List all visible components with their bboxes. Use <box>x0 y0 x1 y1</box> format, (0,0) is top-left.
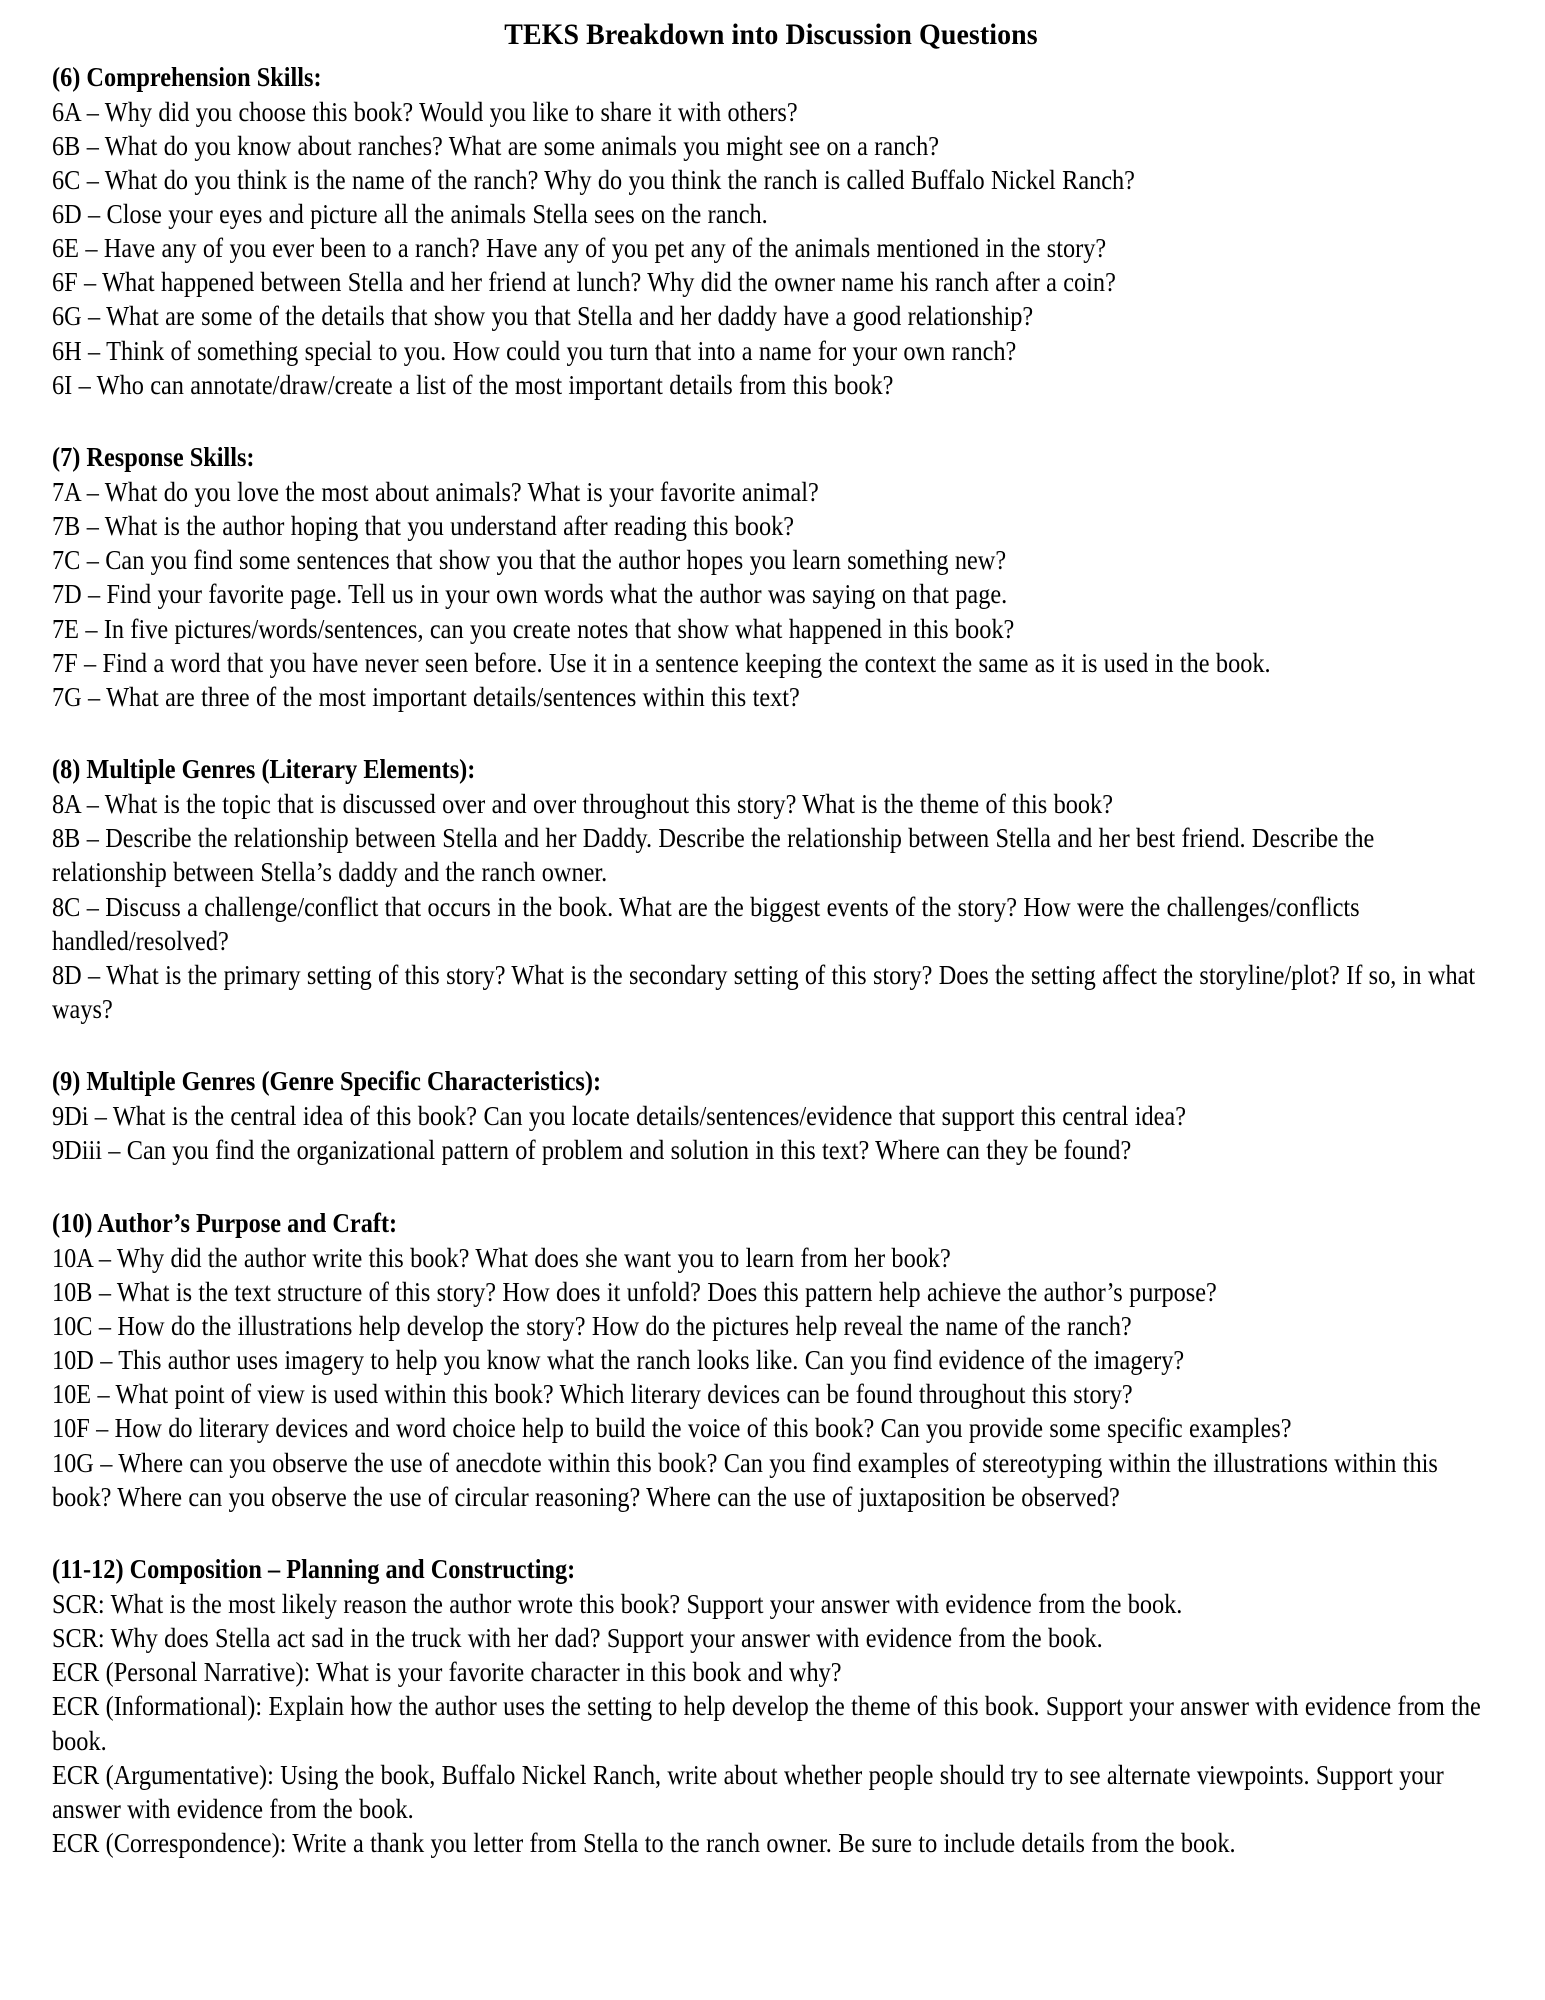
question-line: 6G – What are some of the details that show you that Stella and her daddy have a good relationship? <box>52 301 1034 332</box>
question-line: 9Di – What is the central idea of this book? Can you locate details/sentences/evidence that support this central idea? <box>52 1101 1186 1132</box>
question-line: 7B – What is the author hoping that you understand after reading this book? <box>52 511 795 542</box>
question-line: 10E – What point of view is used within this book? Which literary devices can be found throughout this story? <box>52 1379 1133 1410</box>
question-line: 10G – Where can you observe the use of anecdote within this book? Can you find examples of stereotyping within the illustrations within this book? Where can you observe the use of circular reasoning? Where can the use of juxtaposition be observed? <box>52 1447 1438 1512</box>
question-line: 6B – What do you know about ranches? What are some animals you might see on a ranch? <box>52 130 940 161</box>
question-line: 8B – Describe the relationship between Stella and her Daddy. Describe the relationship between Stella and her best friend. Describe the relationship between Stella’s daddy and the ranch owner. <box>52 823 1375 888</box>
question-line: 6A – Why did you choose this book? Would you like to share it with others? <box>52 96 798 127</box>
question-line: SCR: What is the most likely reason the author wrote this book? Support your answer with evidence from the book. <box>52 1588 1183 1619</box>
page-title: TEKS Breakdown into Discussion Questions <box>504 18 1038 51</box>
section-heading: (11-12) Composition – Planning and Constructing: <box>52 1553 576 1584</box>
question-line: ECR (Correspondence): Write a thank you letter from Stella to the ranch owner. Be sure to include details from the book. <box>52 1827 1236 1858</box>
teks-section <box>52 1206 1490 1514</box>
question-line: 7A – What do you love the most about animals? What is your favorite animal? <box>52 477 819 508</box>
question-line: SCR: Why does Stella act sad in the truck with her dad? Support your answer with evidence from the book. <box>52 1623 1103 1654</box>
question-line: 8A – What is the topic that is discussed over and over throughout this story? What is the theme of this book? <box>52 789 1113 820</box>
sections-container <box>52 60 1490 1861</box>
question-line: 8C – Discuss a challenge/conflict that occurs in the book. What are the biggest events of the story? How were the challenges/conflicts handled/resolved? <box>52 891 1360 956</box>
question-line: 6D – Close your eyes and picture all the animals Stella sees on the ranch. <box>52 199 768 230</box>
section-heading: (8) Multiple Genres (Literary Elements): <box>52 754 476 785</box>
question-line: 7G – What are three of the most important details/sentences within this text? <box>52 681 800 712</box>
question-line: 6H – Think of something special to you. How could you turn that into a name for your own ranch? <box>52 335 1017 366</box>
question-line: 7F – Find a word that you have never seen before. Use it in a sentence keeping the context the same as it is used in the book. <box>52 647 1271 678</box>
question-line: 7E – In five pictures/words/sentences, can you create notes that show what happened in this book? <box>52 613 1015 644</box>
teks-section <box>52 1064 1490 1167</box>
question-line: 6F – What happened between Stella and her friend at lunch? Why did the owner name his ranch after a coin? <box>52 267 1116 298</box>
question-line: 10D – This author uses imagery to help you know what the ranch looks like. Can you find evidence of the imagery? <box>52 1345 1185 1376</box>
question-line: 6I – Who can annotate/draw/create a list of the most important details from this book? <box>52 369 894 400</box>
question-line: ECR (Personal Narrative): What is your favorite character in this book and why? <box>52 1657 842 1688</box>
question-line: 6E – Have any of you ever been to a ranch? Have any of you pet any of the animals mentioned in the story? <box>52 233 1107 264</box>
question-line: 10A – Why did the author write this book? What does she want you to learn from her book? <box>52 1242 951 1273</box>
question-line: 8D – What is the primary setting of this story? What is the secondary setting of this story? Does the setting affect the storyline/plot? If so, in what ways? <box>52 959 1476 1025</box>
question-line: ECR (Informational): Explain how the author uses the setting to help develop the theme of this book. Support your answer with evidence from the book. <box>52 1691 1481 1756</box>
teks-section <box>52 1552 1490 1860</box>
section-heading: (7) Response Skills: <box>52 441 255 472</box>
teks-section <box>52 752 1490 1026</box>
question-line: 6C – What do you think is the name of the ranch? Why do you think the ranch is called Buffalo Nickel Ranch? <box>52 164 1135 195</box>
question-line: ECR (Argumentative): Using the book, Buffalo Nickel Ranch, write about whether people should try to see alternate viewpoints. Support your answer with evidence from the book. <box>52 1759 1444 1824</box>
question-line: 7D – Find your favorite page. Tell us in your own words what the author was saying on that page. <box>52 579 1008 610</box>
teks-section <box>52 60 1490 402</box>
section-heading: (9) Multiple Genres (Genre Specific Characteristics): <box>52 1066 602 1097</box>
question-line: 7C – Can you find some sentences that show you that the author hopes you learn something new? <box>52 545 1007 576</box>
section-heading: (10) Author’s Purpose and Craft: <box>52 1207 398 1238</box>
question-line: 10F – How do literary devices and word choice help to build the voice of this book? Can you provide some specific examples? <box>52 1413 1292 1444</box>
question-line: 9Diii – Can you find the organizational pattern of problem and solution in this text? Where can they be found? <box>52 1135 1132 1166</box>
question-line: 10C – How do the illustrations help develop the story? How do the pictures help reveal the name of the ranch? <box>52 1311 1132 1341</box>
section-heading: (6) Comprehension Skills: <box>52 61 322 92</box>
question-line: 10B – What is the text structure of this story? How does it unfold? Does this pattern help achieve the author’s purpose? <box>52 1276 1217 1307</box>
teks-section <box>52 440 1490 714</box>
